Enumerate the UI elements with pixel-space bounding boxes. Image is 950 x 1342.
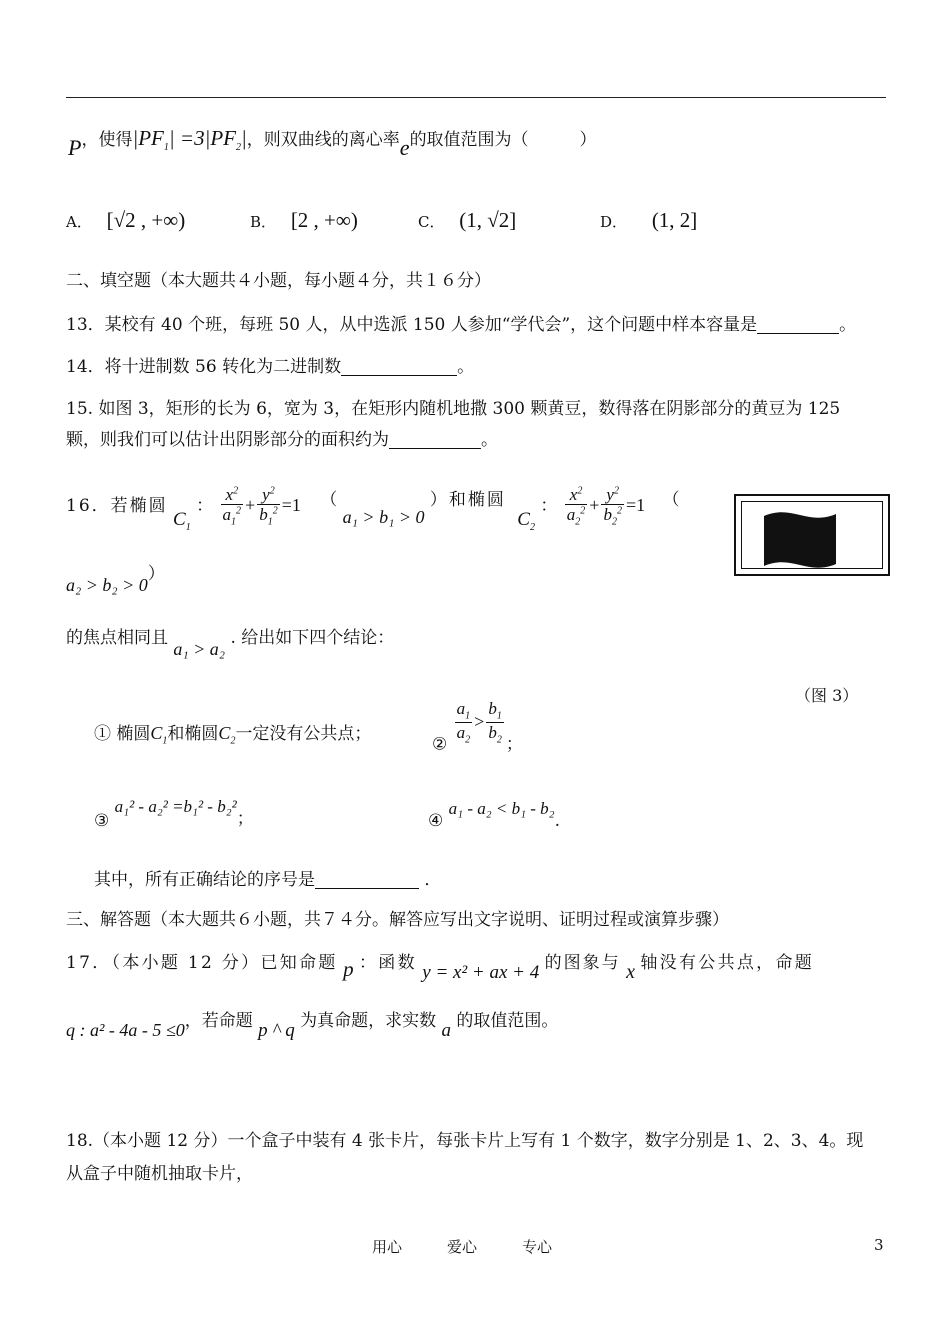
figure-3-caption: （图 3） — [795, 686, 859, 705]
answer-blank-15[interactable] — [389, 431, 481, 449]
conclusion-4: ④ a₁ - a₂ < b₁ - b₂. — [428, 799, 560, 831]
answer-blank-13[interactable] — [757, 316, 839, 334]
question-18-line-2: 从盒子中随机抽取卡片， — [66, 1164, 253, 1184]
question-16-answer: 其中，所有正确结论的序号是 ． — [94, 870, 442, 890]
ellipse-2-x-term: $\frac{x^2}{a_2^2}$ — [566, 485, 586, 528]
option-c: C． (1, √2] — [418, 208, 517, 232]
section-3-heading: 三、解答题（本大题共６小题，共７４分。解答应写出文字说明、证明过程或演算步骤） — [66, 910, 729, 930]
question-16-line-1: 16．若椭圆 $C_1$ ： $\frac{x^2}{a_1^2}$ + $\frac{y^2}{b_1^2}$ =1 （ a₁ > b₁ > 0 ）和椭圆 $C_2$ ： $\frac{x^2}{a_2^2}$ + $\frac{y^2}{b_2^2}$ =1 （ — [66, 485, 680, 533]
answer-blank-16[interactable] — [315, 871, 419, 889]
footer-motto: 用心 爱心 专心 — [372, 1238, 553, 1256]
hyperbola-question-tail: P，使得$|PF_1| =3|PF_2|$，则双曲线的离心率e的取值范围为（ ） — [68, 126, 597, 160]
header-rule — [66, 97, 886, 98]
conclusion-3: ③ a₁² - a₂² =b₁² - b₂²； — [94, 797, 254, 831]
figure-3 — [734, 494, 890, 576]
question-18-line-1: 18.（本小题 12 分）一个盒子中装有 4 张卡片，每张卡片上写有 1 个数字，数字分别是 1、2、3、4。现 — [66, 1131, 864, 1151]
question-16-line-3: 的焦点相同且 a₁ > a₂ . 给出如下四个结论： — [66, 628, 395, 659]
shaded-region — [742, 502, 886, 572]
conclusion-2: ② $\frac{a_1}{a_2}$ > $\frac{b_1}{b_2}$ ； — [432, 699, 523, 755]
option-b: B． [2 , +∞) — [250, 208, 358, 232]
ellipse-1-x-term: $\frac{x^2}{a_1^2}$ — [222, 485, 242, 528]
ellipse-1-y-term: $\frac{y^2}{b_1^2}$ — [259, 485, 278, 528]
question-17-line-1: 17．（本小题 12 分）已知命题 p ：函数 y = x² + ax + 4 的图象与 x 轴没有公共点，命题 — [66, 953, 815, 983]
conclusion-1: ① 椭圆$C_1$和椭圆$C_2$一定没有公共点； — [94, 723, 372, 747]
ellipse-2-y-term: $\frac{y^2}{b_2^2}$ — [603, 485, 622, 528]
option-a: A． [√2 , +∞) — [66, 208, 186, 232]
question-14: 14．将十进制数 56 转化为二进制数 。 — [66, 357, 475, 377]
answer-blank-14[interactable] — [341, 358, 457, 376]
question-15-line-2: 颗，则我们可以估计出阴影部分的面积约为 。 — [66, 430, 498, 450]
option-d: D． (1, 2] — [600, 208, 698, 232]
page-number: 3 — [874, 1236, 884, 1254]
question-16-line-2: a₂ > b₂ > 0） — [66, 564, 165, 595]
question-13: 13．某校有 40 个班，每班 50 人，从中选派 150 人参加“学代会”，这个问题中样本容量是 。 — [66, 315, 857, 335]
question-17-line-2: q : a² - 4a - 5 ≤0，若命题 p ^ q 为真命题，求实数 a 的取值范围。 — [66, 1011, 559, 1041]
question-15-line-1: 15. 如图 3，矩形的长为 6，宽为 3，在矩形内随机地撒 300 颗黄豆，数得落在阴影部分的黄豆为 125 — [66, 399, 841, 419]
section-2-heading: 二、填空题（本大题共４小题，每小题４分，共１６分） — [66, 271, 491, 291]
